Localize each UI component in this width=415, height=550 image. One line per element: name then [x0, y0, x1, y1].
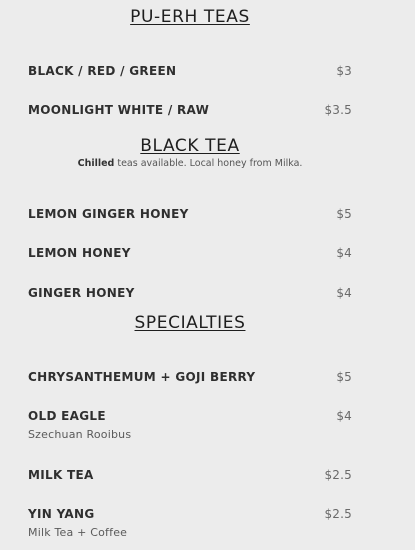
item-price: $2.5 [324, 507, 352, 521]
item-name: BLACK / RED / GREEN [28, 64, 177, 78]
note-bold: Chilled [77, 158, 115, 169]
item-price: $4 [336, 246, 352, 260]
menu-item [28, 207, 352, 221]
menu-item [28, 370, 352, 384]
item-name: LEMON GINGER HONEY [28, 207, 189, 221]
item-price: $4 [336, 286, 352, 300]
section-title-specialties: SPECIALTIES [134, 313, 246, 333]
item-price: $3.5 [324, 103, 352, 117]
item-price: $4 [336, 409, 352, 423]
item-price: $2.5 [324, 468, 352, 482]
menu-item [28, 246, 352, 260]
menu-item [28, 64, 352, 78]
item-name: MILK TEA [28, 468, 94, 482]
section-note [0, 158, 380, 169]
menu-item [28, 468, 352, 482]
note-text: teas available. Local honey from Milka. [114, 158, 303, 169]
item-description: Szechuan Rooibus [28, 428, 132, 441]
item-name: LEMON HONEY [28, 246, 131, 260]
item-name: MOONLIGHT WHITE / RAW [28, 103, 210, 117]
item-name: GINGER HONEY [28, 286, 135, 300]
item-price: $5 [336, 207, 352, 221]
section-title-pu-erh: PU-ERH TEAS [130, 7, 250, 27]
menu-item [28, 409, 352, 441]
section-title-black-tea: BLACK TEA [140, 136, 240, 156]
item-price: $5 [336, 370, 352, 384]
item-name: OLD EAGLE [28, 409, 106, 423]
item-name: YIN YANG [28, 507, 95, 521]
item-description: Milk Tea + Coffee [28, 526, 128, 539]
menu-item [28, 507, 352, 539]
item-price: $3 [336, 64, 352, 78]
menu-item [28, 103, 352, 117]
menu-item [28, 286, 352, 300]
item-name: CHRYSANTHEMUM + GOJI BERRY [28, 370, 256, 384]
